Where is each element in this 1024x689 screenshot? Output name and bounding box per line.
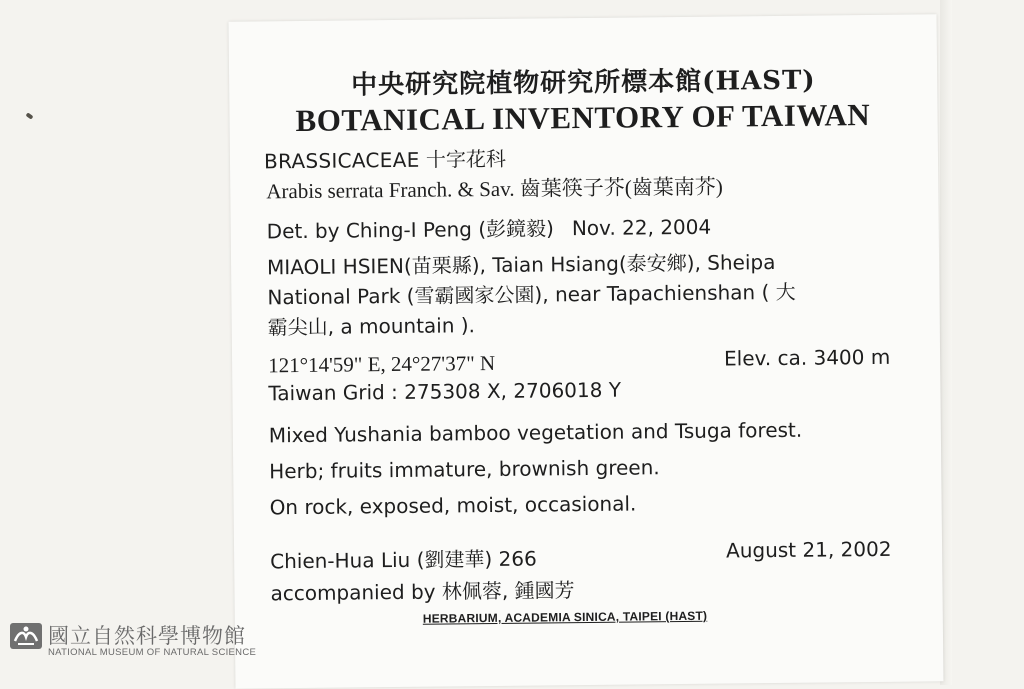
family-name: BRASSICACEAE xyxy=(263,147,420,174)
specimen-label xyxy=(229,14,944,688)
coordinates: 121°14'59" E, 24°27'37" N xyxy=(268,350,496,378)
museum-name-english: NATIONAL MUSEUM OF NATURAL SCIENCE xyxy=(48,647,257,658)
label-title-english: BOTANICAL INVENTORY OF TAIWAN xyxy=(295,97,871,139)
locality-line-3: 霸尖山, a mountain ). xyxy=(267,313,476,340)
locality-line-2: National Park (雪霸國家公園), near Tapachienshan ( 大 xyxy=(267,279,796,310)
label-title-chinese: 中央研究院植物研究所標本館(HAST) xyxy=(351,65,816,101)
scientific-name: Arabis serrata Franch. & Sav. 齒葉筷子芥(齒葉南芥) xyxy=(266,174,723,204)
family-name-chinese: 十字花科 xyxy=(425,146,507,172)
accompanied-by: accompanied by 林佩蓉, 鍾國芳 xyxy=(270,578,575,606)
elevation: Elev. ca. 3400 m xyxy=(723,344,891,371)
determination-line xyxy=(267,211,712,245)
museum-name-chinese: 國立自然科學博物館 xyxy=(48,624,246,648)
collection-date: August 21, 2002 xyxy=(725,536,892,563)
habitat-line-2: Herb; fruits immature, brownish green. xyxy=(269,455,660,484)
paper-speck xyxy=(25,112,33,119)
habitat-line-1: Mixed Yushania bamboo vegetation and Tsuga forest. xyxy=(268,417,803,448)
family-line xyxy=(264,143,506,175)
museum-logo-icon xyxy=(10,623,42,649)
determiner: Det. by Ching-I Peng (彭鏡毅) xyxy=(266,216,555,244)
collector: Chien-Hua Liu (劉建華) 266 xyxy=(270,546,537,574)
locality-line-1: MIAOLI HSIEN(苗栗縣), Taian Hsiang(泰安鄉), Sheipa xyxy=(266,250,776,280)
habitat-line-3: On rock, exposed, moist, occasional. xyxy=(269,491,637,520)
taiwan-grid: Taiwan Grid : 275308 X, 2706018 Y xyxy=(268,377,622,406)
herbarium-footer: HERBARIUM, ACADEMIA SINICA, TAIPEI (HAST) xyxy=(422,608,708,626)
determination-date: Nov. 22, 2004 xyxy=(571,214,712,241)
